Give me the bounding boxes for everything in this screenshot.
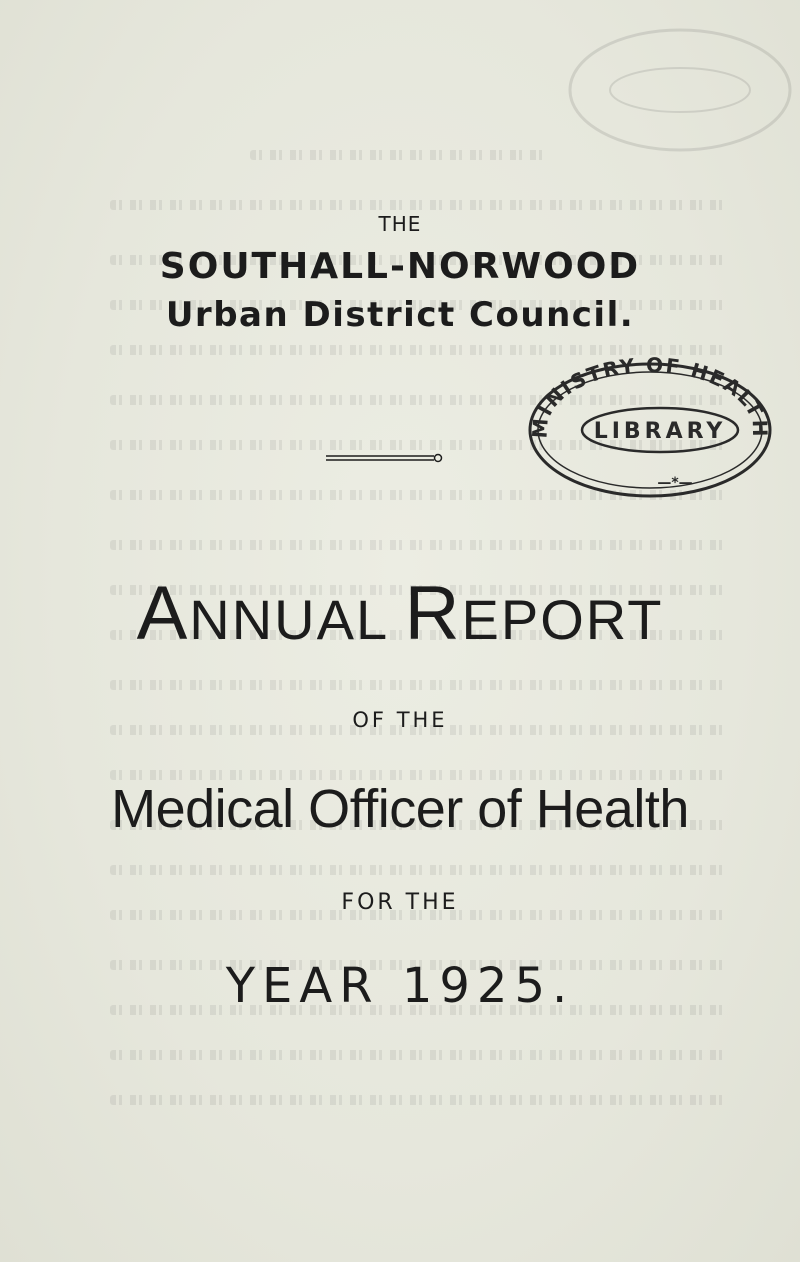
stamp-library-text: LIBRARY xyxy=(593,419,727,444)
council-name: SOUTHALL-NORWOOD xyxy=(159,246,641,287)
stamp-arc-text: MINISTRY OF HEALTH xyxy=(527,352,773,440)
of-the-label: OF THE xyxy=(352,708,448,732)
report-title-initial-a: A xyxy=(136,571,190,656)
faint-stamp-impression xyxy=(555,20,800,170)
report-title-initial-r: R xyxy=(404,571,462,656)
officer-title: Medical Officer of Health xyxy=(111,779,689,839)
decorative-rule xyxy=(326,452,446,464)
the-label: THE xyxy=(378,212,422,236)
report-title-report: EPORT xyxy=(461,588,664,651)
library-stamp xyxy=(525,352,775,502)
for-the-label: FOR THE xyxy=(341,890,459,915)
report-year: YEAR 1925. xyxy=(225,958,575,1014)
stamp-bottom-mark: —*— xyxy=(657,475,693,491)
report-title-annual: NNUAL xyxy=(189,588,405,651)
council-type: Urban District Council. xyxy=(165,295,635,335)
report-title xyxy=(0,570,800,657)
